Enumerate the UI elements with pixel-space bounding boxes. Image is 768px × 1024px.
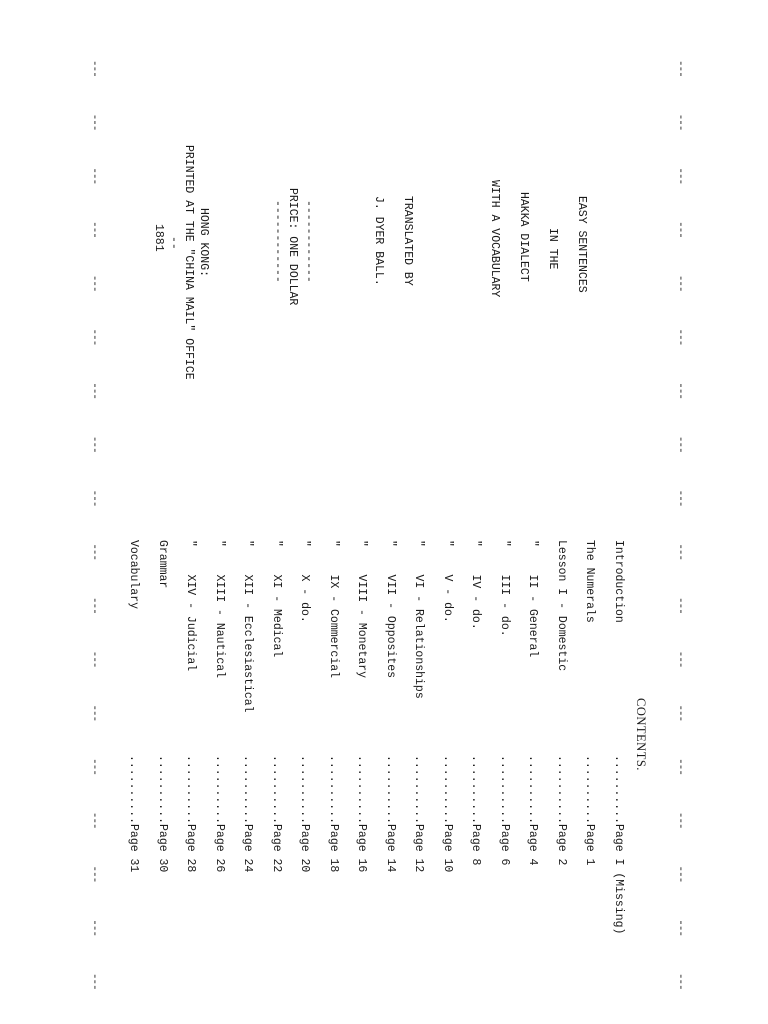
toc-entry: Grammar: [156, 540, 169, 589]
toc-row: [541, 540, 570, 960]
toc-row: [227, 540, 256, 960]
cut-mark: ---: [88, 919, 100, 937]
year-line: 1881: [152, 224, 165, 252]
cut-mark: ---: [88, 704, 100, 722]
cut-mark: ---: [674, 221, 686, 238]
cut-mark: ---: [674, 919, 686, 937]
cut-mark: ---: [674, 60, 686, 77]
toc-entry: Vocabulary: [127, 540, 141, 610]
place-line: HONG KONG:: [197, 208, 210, 278]
cut-mark: ---: [88, 865, 100, 883]
toc-row: [598, 540, 627, 960]
toc-page-ref: ..........Page 16: [355, 755, 369, 873]
toc-row: [484, 540, 513, 960]
cut-mark: ---: [88, 274, 100, 292]
toc-entry: " X - do.: [298, 540, 312, 623]
toc-page-ref: ..........Page 20: [298, 755, 312, 873]
cut-mark: ---: [674, 972, 686, 990]
cut-mark: ---: [674, 597, 686, 614]
cut-mark: ---: [88, 597, 100, 614]
cut-mark: ---: [88, 435, 100, 453]
toc-page-ref: ..........Page 8: [469, 755, 483, 866]
toc-row: [455, 540, 484, 960]
toc-page-ref: ..........Page 1: [583, 755, 597, 866]
cut-mark: ---: [88, 221, 100, 238]
toc-page-ref: ..........Page 10: [441, 755, 454, 873]
cut-mark: ---: [674, 328, 686, 346]
toc-entry: " VIII - Monetary: [355, 540, 369, 679]
cut-mark: ---: [674, 382, 686, 400]
cut-mark: ---: [88, 382, 100, 400]
author-name: J. DYER BALL.: [372, 196, 385, 286]
cut-marks-bottom: [88, 60, 100, 990]
title-line-3: HAKKA DIALECT: [517, 192, 530, 282]
toc-entry: The Numerals: [583, 540, 597, 623]
toc-row: [256, 540, 285, 960]
toc-entry: " IX - Commercial: [327, 540, 340, 679]
title-line-1: EASY SENTENCES: [575, 196, 588, 293]
toc-entry: " VII - Opposites: [384, 540, 397, 679]
title-line-4: WITH A VOCABULARY: [488, 180, 501, 298]
toc-row: [569, 540, 598, 960]
toc-row: [512, 540, 541, 960]
cut-mark: ---: [674, 167, 686, 185]
toc-row: [398, 540, 427, 960]
cut-mark: ---: [674, 758, 686, 775]
table-of-contents: [113, 540, 626, 960]
toc-entry: " XII - Ecclesiastical: [241, 540, 255, 713]
cut-mark: ---: [674, 543, 686, 561]
cut-mark: ---: [88, 489, 100, 507]
toc-row: [427, 540, 456, 960]
cut-mark: ---: [88, 113, 100, 131]
toc-entry: " XIII - Nautical: [213, 540, 226, 679]
cut-mark: ---: [674, 274, 686, 292]
toc-page-ref: ..........Page 24: [241, 755, 255, 873]
toc-row: [284, 540, 313, 960]
rule-top: ------------: [302, 200, 315, 283]
toc-row: [341, 540, 370, 960]
toc-entry: Lesson I - Domestic: [555, 540, 568, 672]
cut-mark: ---: [88, 60, 100, 77]
cut-mark: ---: [88, 811, 100, 829]
cut-mark: ---: [88, 543, 100, 561]
toc-entry: " III - do.: [498, 540, 511, 637]
toc-row: [142, 540, 171, 960]
toc-page-ref: ..........Page 14: [384, 755, 397, 873]
cut-mark: ---: [674, 113, 686, 131]
cut-mark: ---: [88, 167, 100, 185]
toc-page-ref: ..........Page 12: [412, 755, 426, 873]
toc-row: [370, 540, 399, 960]
toc-entry: " II - General: [526, 540, 540, 658]
toc-entry: Introduction: [612, 540, 625, 623]
cut-mark: ---: [674, 704, 686, 722]
toc-row: [199, 540, 228, 960]
toc-page-ref: ..........Page 18: [327, 755, 340, 873]
cut-mark: ---: [88, 758, 100, 775]
cut-mark: ---: [674, 650, 686, 668]
printer-line: PRINTED AT THE "CHINA MAIL" OFFICE: [182, 145, 195, 380]
translated-by-label: TRANSLATED BY: [401, 196, 414, 286]
toc-page-ref: ..........Page 30: [156, 755, 169, 873]
cut-marks-top: [674, 60, 686, 990]
cut-mark: ---: [674, 865, 686, 883]
toc-row: [113, 540, 142, 960]
toc-page-ref: ..........Page 2: [555, 755, 568, 866]
title-line-2: IN THE: [546, 228, 559, 270]
toc-row: [313, 540, 342, 960]
toc-page-ref: ..........Page 22: [270, 755, 283, 873]
toc-entry: " IV - do.: [469, 540, 483, 630]
toc-page-ref: ..........Page I (Missing): [612, 755, 625, 935]
cut-mark: ---: [88, 650, 100, 668]
cut-mark: ---: [88, 972, 100, 990]
toc-page-ref: ..........Page 6: [498, 755, 511, 866]
cut-mark: ---: [88, 328, 100, 346]
cut-mark: ---: [674, 435, 686, 453]
toc-entry: " XI - Medical: [270, 540, 283, 658]
toc-row: [170, 540, 199, 960]
cut-mark: ---: [674, 489, 686, 507]
toc-entry: " VI - Relationships: [412, 540, 426, 699]
separator-line: --: [167, 236, 180, 250]
cut-mark: ---: [674, 811, 686, 829]
price-line: PRICE: ONE DOLLAR: [286, 188, 299, 306]
toc-page-ref: ..........Page 31: [127, 755, 141, 873]
rule-bottom: ------------: [271, 200, 284, 283]
toc-page-ref: ..........Page 28: [184, 755, 198, 873]
contents-heading: CONTENTS.: [634, 698, 648, 771]
toc-page-ref: ..........Page 4: [526, 755, 540, 866]
toc-entry: " XIV - Judicial: [184, 540, 198, 672]
toc-page-ref: ..........Page 26: [213, 755, 226, 873]
toc-entry: " V - do.: [441, 540, 454, 623]
